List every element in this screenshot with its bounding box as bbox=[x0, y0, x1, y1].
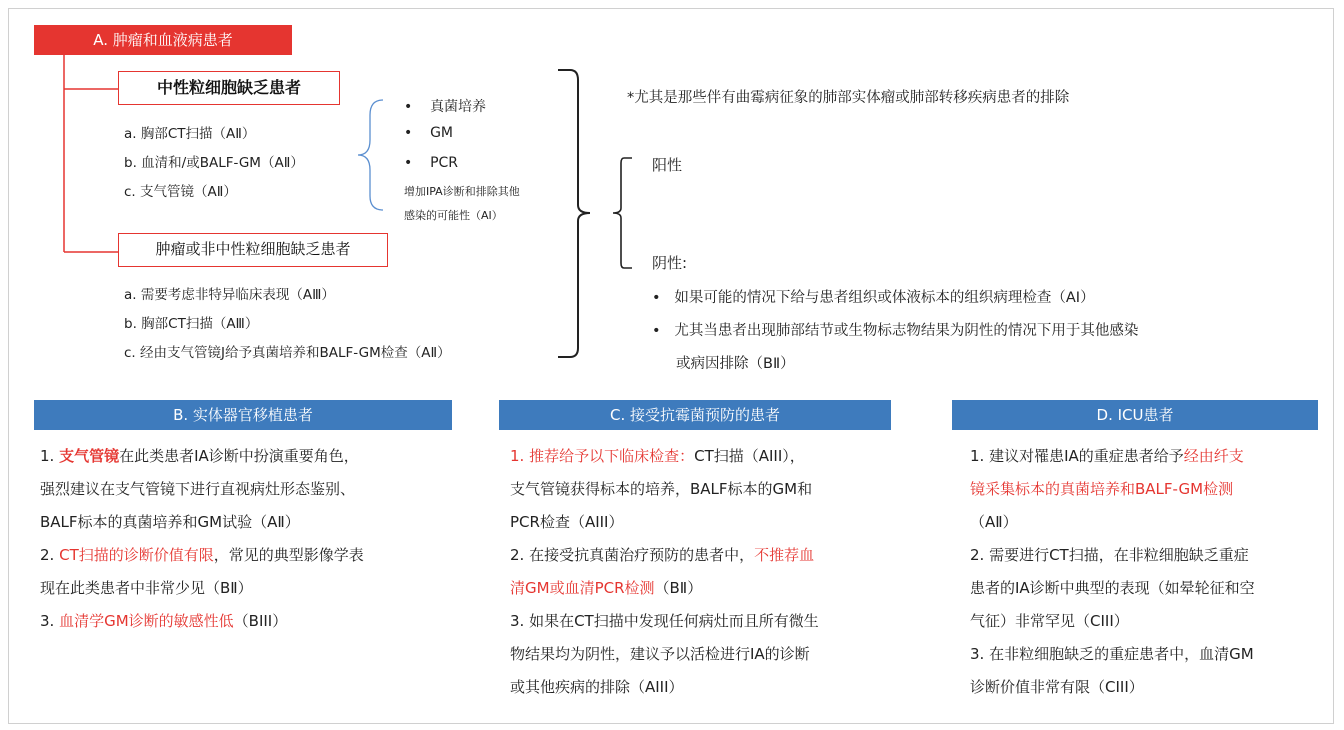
section-c-line-4: 2. 在接受抗真菌治疗预防的患者中，不推荐血 bbox=[510, 546, 815, 564]
section-c-line-8: 或其他疾病的排除（AIII） bbox=[510, 678, 684, 696]
neutropenic-item-a: a. 胸部CT扫描（AⅡ） bbox=[124, 126, 256, 142]
section-c-line-6: 3. 如果在CT扫描中发现任何病灶而且所有微生 bbox=[510, 612, 819, 630]
neutropenic-title-box: 中性粒细胞缺乏患者 bbox=[118, 71, 340, 105]
section-b-line-5: 现在此类患者中非常少见（BⅡ） bbox=[40, 579, 253, 597]
result-brace bbox=[613, 158, 632, 268]
section-d-body bbox=[970, 440, 1255, 704]
test-bullet-gm: • GM bbox=[404, 125, 453, 141]
tests-note-line-2: 感染的可能性（AⅠ） bbox=[404, 209, 503, 222]
non-neutropenic-title-box: 肿瘤或非中性粒细胞缺乏患者 bbox=[118, 233, 388, 267]
section-d-line-8: 诊断价值非常有限（CIII） bbox=[970, 678, 1144, 696]
section-c-line-3: PCR检查（AIII） bbox=[510, 513, 624, 531]
test-bullet-pcr: • PCR bbox=[404, 155, 459, 171]
section-b-header: B. 实体器官移植患者 bbox=[34, 400, 452, 430]
section-d-line-2: 镜采集标本的真菌培养和BALF-GM检测 bbox=[970, 480, 1234, 498]
section-c-line-7: 物结果均为阴性，建议予以活检进行IA的诊断 bbox=[510, 645, 810, 663]
main-brace bbox=[558, 70, 590, 357]
tests-note-line-1: 增加IPA诊断和排除其他 bbox=[404, 185, 520, 198]
negative-bullet-2: • 尤其当患者出现肺部结节或生物标志物结果为阴性的情况下用于其他感染 bbox=[652, 323, 1139, 339]
top-note: *尤其是那些伴有曲霉病征象的肺部实体瘤或肺部转移疾病患者的排除 bbox=[627, 90, 1070, 106]
non-neutropenic-item-c: c. 经由支气管镜J给予真菌培养和BALF-GM检查（AⅡ） bbox=[124, 345, 451, 361]
section-c-body bbox=[510, 440, 819, 704]
section-b-line-2: 强烈建议在支气管镜下进行直视病灶形态鉴别、 bbox=[40, 480, 356, 498]
neutropenic-item-b: b. 血清和/或BALF-GM（AⅡ） bbox=[124, 155, 304, 171]
result-negative: 阴性: bbox=[652, 254, 688, 272]
section-d-line-6: 气征）非常罕见（CIII） bbox=[970, 612, 1129, 630]
section-b-line-4: 2. CT扫描的诊断价值有限，常见的典型影像学表 bbox=[40, 546, 364, 564]
section-d-header: D. ICU患者 bbox=[952, 400, 1318, 430]
tree-connector-red bbox=[64, 55, 118, 252]
tests-bracket-blue bbox=[358, 100, 383, 210]
section-d-line-3: （AⅡ） bbox=[970, 513, 1018, 531]
section-a-header: A. 肿瘤和血液病患者 bbox=[34, 25, 292, 55]
section-b-line-6: 3. 血清学GM诊断的敏感性低（BIII） bbox=[40, 612, 288, 630]
section-b-line-1: 1. 支气管镜在此类患者IA诊断中扮演重要角色， bbox=[40, 447, 359, 465]
section-c-header: C. 接受抗霉菌预防的患者 bbox=[499, 400, 891, 430]
section-b-body bbox=[40, 440, 364, 638]
non-neutropenic-item-b: b. 胸部CT扫描（AⅢ） bbox=[124, 316, 259, 332]
section-d-line-1: 1. 建议对罹患IA的重症患者给予经由纤支 bbox=[970, 447, 1244, 465]
non-neutropenic-item-a: a. 需要考虑非特异临床表现（AⅢ） bbox=[124, 287, 335, 303]
section-d-line-4: 2. 需要进行CT扫描，在非粒细胞缺乏重症 bbox=[970, 546, 1249, 564]
section-d-line-7: 3. 在非粒细胞缺乏的重症患者中，血清GM bbox=[970, 645, 1254, 663]
negative-bullet-1: • 如果可能的情况下给与患者组织或体液标本的组织病理检查（AⅠ） bbox=[652, 290, 1095, 306]
section-c-line-1: 1. 推荐给予以下临床检查：CT扫描（AIII）， bbox=[510, 447, 805, 465]
section-c-line-5: 清GM或血清PCR检测（BⅡ） bbox=[510, 579, 703, 597]
result-positive: 阳性 bbox=[652, 156, 683, 174]
test-bullet-culture: • 真菌培养 bbox=[404, 99, 487, 115]
section-b-line-3: BALF标本的真菌培养和GM试验（AⅡ） bbox=[40, 513, 300, 531]
section-c-line-2: 支气管镜获得标本的培养，BALF标本的GM和 bbox=[510, 480, 813, 498]
neutropenic-item-c: c. 支气管镜（AⅡ） bbox=[124, 184, 237, 200]
section-d-line-5: 患者的IA诊断中典型的表现（如晕轮征和空 bbox=[970, 579, 1255, 597]
negative-bullet-2-cont: 或病因排除（BⅡ） bbox=[676, 356, 795, 372]
